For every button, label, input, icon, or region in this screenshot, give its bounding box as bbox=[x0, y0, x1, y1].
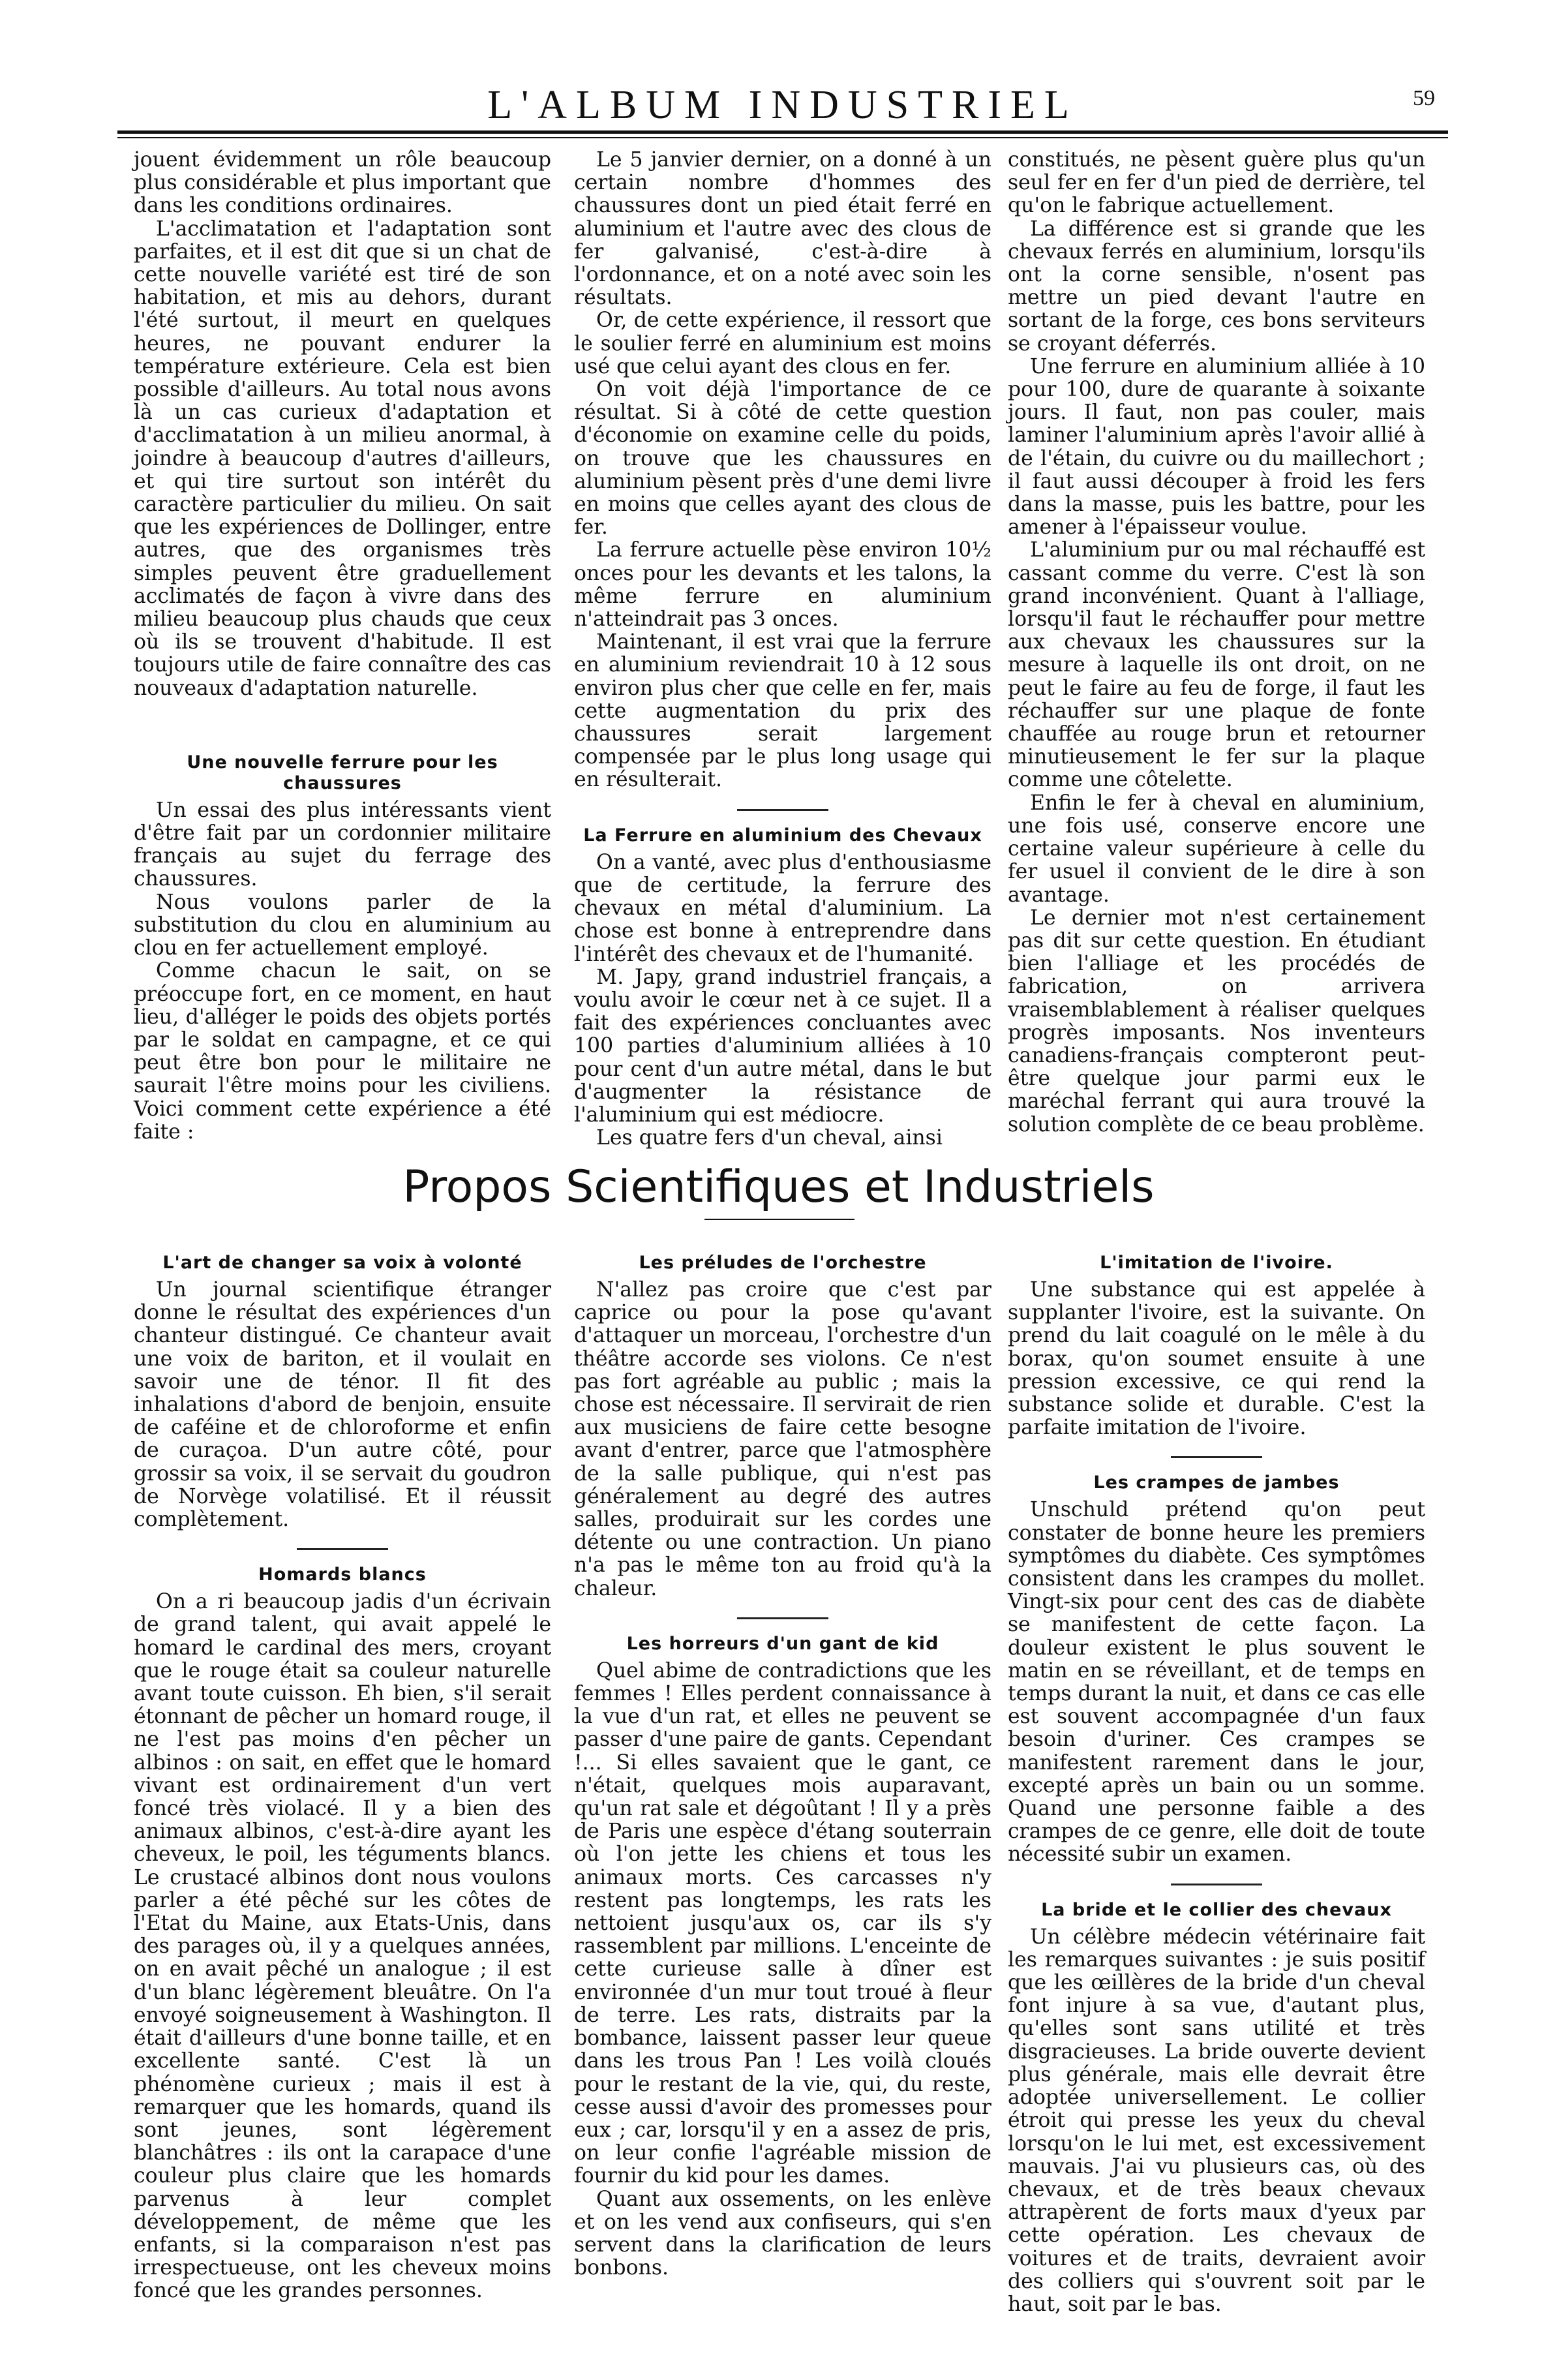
paragraph: Une substance qui est appelée à supplanter l'ivoire, est la suivante. On prend du lait coagulé on le mêle à du borax, qu'on soumet ensuite à une pression excessive, ce qui rend la substance solide et durable. C'est la parfaite imitation de l'ivoire. bbox=[1008, 1278, 1425, 1440]
article-separator bbox=[1171, 1456, 1262, 1458]
paragraph: Enfin le fer à cheval en aluminium, une fois usé, conserve encore une certaine valeur supérieure à celle du fer usuel il convient de le dire à son avantage. bbox=[1008, 791, 1425, 907]
paragraph: Maintenant, il est vrai que la ferrure en aluminium reviendrait 10 à 12 sous environ plus cher que celle en fer, mais cette augmentation du prix des chaussures serait largement compensée par le plus long usage qui en résulterait. bbox=[574, 630, 991, 792]
paragraph: Quel abime de contradictions que les femmes ! Elles perdent connaissance à la vue d'un rat, et elles ne peuvent se passer d'une paire de gants. Cependant !... Si elles savaient que le gant, ce n'était, quelques mois auparavant, qu'un rat sale et dégoûtant ! Il y a près de Paris une espèce d'étang souterrain où l'on jette les chiens et tous les animaux morts. Ces carcasses n'y restent pas longtemps, les rats les nettoient jusqu'aux os, car ils s'y rassemblent par millions. L'enceinte de cette curieuse salle à dîner est environnée d'un mur tout troué à fleur de terre. Les rats, distraits par la bombance, laissent passer leur queue dans les trous Pan ! Les voilà cloués pour le restant de la vie, qui, du reste, cesse aussi d'avoir des promesses pour eux ; car, lorsqu'il y en a assez de pris, on leur confie l'agréable mission de fournir du kid pour les dames. bbox=[574, 1658, 991, 2188]
paragraph: Un journal scientifique étranger donne le résultat des expériences d'un chanteur distingué. Ce chanteur avait une voix de bariton, et il voulait en savoir une de ténor. Il fit des inhalations d'abord de benjoin, ensuite de caféine et de chloroforme et enfin de curaçoa. D'un autre côté, pour grossir sa voix, il se servait du goudron de Norvège volatilisé. Et il réussit complètement. bbox=[134, 1278, 551, 1532]
bottom-column-1 bbox=[134, 1253, 551, 2303]
running-title: L'ALBUM INDUSTRIEL bbox=[487, 83, 1078, 127]
paragraph: Unschuld prétend qu'on peut constater de bonne heure les premiers symptômes du diabète. Ces symptômes consistent dans les crampes du mollet. Vingt-six pour cent des cas de diabète se manifestent de cette façon. La douleur existent le plus souvent le matin en se réveillant, et de temps en temps durant la nuit, et dans ce cas elle est souvent accompagnée d'un faux besoin d'uriner. Ces crampes se manifestent rarement dans le jour, excepté après un bain ou un somme. Quand une personne faible a des crampes de ce genre, elle doit de toute nécessité subir un examen. bbox=[1008, 1498, 1426, 1867]
paragraph: Comme chacun le sait, on se préoccupe fort, en ce moment, en haut lieu, d'alléger le poids des objets portés par le soldat en campagne, et ce qui peut être bon pour le militaire ne saurait l'être moins pour les civiliens. Voici comment cette expérience a été faite : bbox=[134, 959, 551, 1144]
article-title: Une nouvelle ferrure pour les chaussures bbox=[187, 752, 498, 793]
article-title: La bride et le collier des chevaux bbox=[1041, 1899, 1392, 1920]
paragraph: Une ferrure en aluminium alliée à 10 pour 100, dure de quarante à soixante jours. Il faut, non pas couler, mais laminer l'aluminium après l'avoir allié à de l'étain, du cuivre ou du maillechort ; il faut aussi découper à froid les fers dans la masse, puis les battre, pour les amener à l'épaisseur voulue. bbox=[1008, 354, 1425, 540]
paragraph: Un célèbre médecin vétérinaire fait les remarques suivantes : je suis positif que les œillères de la bride d'un cheval font injure à sa vue, d'autant plus, qu'elles sont sans utilité et très disgracieuses. La bride ouverte devient plus générale, mais elle devrait être adoptée universellement. Le collier étroit qui presse les yeux du cheval lorsqu'on le lui met, est excessivement mauvais. J'ai vu plusieurs cas, où des chevaux, et de très beaux chevaux attrapèrent de forts maux d'yeux par cette opération. Les chevaux de voitures et de traits, devraient avoir des colliers qui s'ouvrent soit par le haut, soit par le bas. bbox=[1008, 1925, 1425, 2316]
paragraph: constitués, ne pèsent guère plus qu'un seul fer en fer d'un pied de derrière, tel qu'on le fabrique actuellement. bbox=[1008, 148, 1425, 218]
paragraph: Nous voulons parler de la substitution du clou en aluminium au clou en fer actuellement employé. bbox=[134, 890, 551, 960]
paragraph: Les quatre fers d'un cheval, ainsi bbox=[596, 1126, 943, 1150]
paragraph: Le 5 janvier dernier, on a donné à un certain nombre d'hommes des chaussures dont un pied était ferré en aluminium et l'autre avec des clous de fer galvanisé, c'est-à-dire à l'ordonnance, et on a noté avec soin les résultats. bbox=[574, 148, 991, 310]
top-column-2 bbox=[574, 149, 991, 1150]
paragraph: On voit déjà l'importance de ce résultat. Si à côté de cette question d'économie on examine celle du poids, on trouve que les chaussures en aluminium pèsent près d'une demi livre en moins que celles ayant des clous de fer. bbox=[574, 378, 991, 540]
paragraph: jouent évidemment un rôle beaucoup plus considérable et plus important que dans les conditions ordinaires. bbox=[134, 148, 551, 218]
paragraph: L'aluminium pur ou mal réchauffé est cassant comme du verre. C'est là son grand inconvénient. Quant à l'alliage, lorsqu'il faut le réchauffer pour mettre aux chevaux les chaussures sur la mesure à laquelle ils ont droit, on ne peut le faire au feu de forge, il faut les réchauffer sur une plaque de fonte chauffée au rouge brun et retourner minutieusement le fer sur la plaque comme une côtelette. bbox=[1008, 538, 1425, 792]
paragraph: On a vanté, avec plus d'enthousiasme que de certitude, la ferrure des chevaux en métal d'aluminium. La chose est bonne à entreprendre dans l'intérêt des chevaux et de l'humanité. bbox=[574, 850, 991, 966]
paragraph: L'acclimatation et l'adaptation sont parfaites, et il est dit que si un chat de cette nouvelle variété est tiré de son habitation, et mis au dehors, durant l'été surtout, il meurt en quelques heures, ne pouvant endurer la température extérieure. Cela est bien possible d'ailleurs. Au total nous avons là un cas curieux d'adaptation et d'acclimatation à un milieu anormal, à joindre à beaucoup d'autres d'ailleurs, et qui tire surtout son intérêt du caractère particulier du milieu. On sait que les expériences de Dollinger, entre autres, que des organismes très simples peuvent être graduellement acclimatés de façon à vivre dans des milieu beaucoup plus chauds que ceux où ils se trouvent d'habitude. Il est toujours utile de faire connaître des cas nouveaux d'adaptation naturelle. bbox=[134, 217, 551, 700]
paragraph: Le dernier mot n'est certainement pas dit sur cette question. En étudiant bien l'alliage et les procédés de fabrication, on arrivera vraisemblablement à réaliser quelques progrès imposants. Nos inventeurs canadiens-français compteront peut-être quelque jour parmi eux le maréchal ferrant qui aura trouvé la solution complète de ce beau problème. bbox=[1008, 906, 1425, 1137]
running-head bbox=[117, 77, 1448, 129]
article-title: Les crampes de jambes bbox=[1093, 1472, 1340, 1493]
article-separator bbox=[737, 1617, 828, 1619]
section-title: Propos Scientifiques et Industriels bbox=[402, 1161, 1155, 1213]
section-title-rule bbox=[704, 1219, 854, 1220]
paragraph: M. Japy, grand industriel français, a voulu avoir le cœur net à ce sujet. Il a fait des expériences concluantes avec 100 parties d'aluminium alliées à 10 pour cent d'un autre métal, dans le but d'augmenter la résistance de l'aluminium qui est médiocre. bbox=[574, 965, 991, 1127]
page-number: 59 bbox=[1413, 86, 1435, 110]
article-title: Les horreurs d'un gant de kid bbox=[626, 1633, 939, 1654]
header-rule-thin bbox=[117, 137, 1448, 138]
top-column-1 bbox=[134, 149, 551, 1144]
article-title: Homards blancs bbox=[258, 1564, 427, 1585]
bottom-column-2 bbox=[574, 1253, 991, 2280]
header-rule-thick bbox=[117, 130, 1448, 134]
top-column-3 bbox=[1008, 149, 1425, 1137]
article-separator bbox=[737, 809, 828, 811]
article-title: L'art de changer sa voix à volonté bbox=[162, 1253, 522, 1273]
article-separator bbox=[297, 1548, 388, 1550]
paragraph: La ferrure actuelle pèse environ 10½ onces pour les devants et les talons, la même ferrure en aluminium n'atteindrait pas 3 onces. bbox=[574, 538, 991, 632]
article-separator bbox=[1171, 1884, 1262, 1885]
article-title: Les préludes de l'orchestre bbox=[639, 1253, 927, 1273]
paragraph: Or, de cette expérience, il ressort que le soulier ferré en aluminium est moins usé que celui ayant des clous en fer. bbox=[574, 309, 991, 378]
article-title: L'imitation de l'ivoire. bbox=[1100, 1253, 1333, 1273]
article-title: La Ferrure en aluminium des Chevaux bbox=[583, 825, 982, 846]
paragraph: La différence est si grande que les chevaux ferrés en aluminium, lorsqu'ils ont la corne sensible, n'osent pas mettre un pied devant l'autre en sortant de la forge, ces bons serviteurs se croyant déferrés. bbox=[1008, 217, 1425, 356]
paragraph: Un essai des plus intéressants vient d'être fait par un cordonnier militaire français au sujet du ferrage des chaussures. bbox=[134, 798, 551, 891]
bottom-column-3 bbox=[1008, 1253, 1425, 2316]
paragraph: On a ri beaucoup jadis d'un écrivain de grand talent, qui avait appelé le homard le cardinal des mers, croyant que le rouge était sa couleur naturelle avant toute cuisson. Eh bien, s'il serait étonnant de pêcher un homard rouge, il ne l'est pas moins d'en pêcher un albinos : on sait, en effet que le homard vivant est ordinairement d'un vert foncé très violacé. Il y a bien des animaux albinos, c'est-à-dire ayant les cheveux, le poil, les téguments blancs. Le crustacé albinos dont nous voulons parler a été pêché sur les côtes de l'Etat du Maine, aux Etats-Unis, dans des parages où, il y a quelques années, on en avait pêché un analogue ; il est d'un blanc légèrement bleuâtre. On l'a envoyé soigneusement à Washington. Il était d'ailleurs d'une bonne taille, et en excellente santé. C'est là un phénomène curieux ; mais il est à remarquer que les homards, quand ils sont jeunes, sont légèrement blanchâtres : ils ont la carapace d'une couleur plus claire que les homards parvenus à leur complet développement, de même que les enfants, si la comparaison n'est pas irrespectueuse, ont les cheveux moins foncé que les grandes personnes. bbox=[134, 1590, 551, 2303]
paragraph: N'allez pas croire que c'est par caprice ou pour la pose qu'avant d'attaquer un morceau, l'orchestre d'un théâtre accorde ses violons. Ce n'est pas fort agréable au public ; mais la chose est nécessaire. Il servirait de rien aux musiciens de faire cette besogne avant d'entrer, parce que l'atmosphère de la salle publique, qui n'est pas généralement au degré des autres salles, produirait sur les cordes une détente ou une contraction. Un piano n'a pas le même ton au froid qu'à la chaleur. bbox=[574, 1278, 991, 1600]
paragraph: Quant aux ossements, on les enlève et on les vend aux confiseurs, qui s'en servent dans la clarification de leurs bonbons. bbox=[574, 2187, 991, 2280]
